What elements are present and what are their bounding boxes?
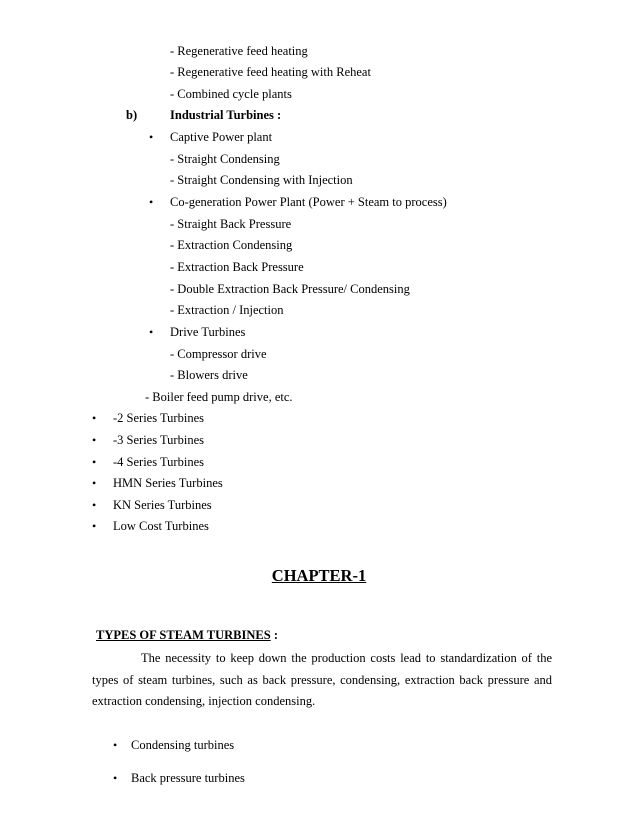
list-item: - Blowers drive xyxy=(170,368,248,382)
list-item: - Extraction Back Pressure xyxy=(170,260,304,274)
section-heading-text: TYPES OF STEAM TURBINES xyxy=(96,628,271,642)
list-item: - Extraction / Injection xyxy=(170,303,284,317)
list-item: - Boiler feed pump drive, etc. xyxy=(145,390,293,404)
chapter-title: CHAPTER-1 xyxy=(271,566,367,585)
bullet-icon: • xyxy=(113,738,118,752)
list-item: -4 Series Turbines xyxy=(113,455,204,469)
bullet-icon: • xyxy=(113,771,118,785)
bullet-icon: • xyxy=(149,195,154,209)
body-paragraph xyxy=(92,648,552,713)
list-item: - Straight Back Pressure xyxy=(170,217,292,231)
list-item: -2 Series Turbines xyxy=(113,411,204,425)
list-item: - Combined cycle plants xyxy=(170,87,292,101)
list-item: - Regenerative feed heating with Reheat xyxy=(170,65,371,79)
group-title: Co-generation Power Plant (Power + Steam to process) xyxy=(170,195,447,209)
body-paragraph-text: The necessity to keep down the production costs lead to standardization of the types of steam turbines, such as back pressure, condensing, extraction back pressure and extraction condensing, injection condensing. xyxy=(92,651,552,708)
list-item: - Straight Condensing xyxy=(170,152,280,166)
list-item: KN Series Turbines xyxy=(113,498,212,512)
section-marker: b) xyxy=(126,108,138,122)
bullet-icon: • xyxy=(92,519,97,533)
section-heading-suffix: : xyxy=(270,628,278,642)
bullet-icon: • xyxy=(149,325,154,339)
bullet-icon: • xyxy=(92,411,97,425)
list-item: - Regenerative feed heating xyxy=(170,44,308,58)
list-item: - Double Extraction Back Pressure/ Condensing xyxy=(170,282,410,296)
list-item: -3 Series Turbines xyxy=(113,433,204,447)
group-title: Drive Turbines xyxy=(170,325,246,339)
bullet-icon: • xyxy=(92,433,97,447)
list-item: - Extraction Condensing xyxy=(170,238,293,252)
list-item: Low Cost Turbines xyxy=(113,519,209,533)
bullet-icon: • xyxy=(149,130,154,144)
list-item: HMN Series Turbines xyxy=(113,476,223,490)
list-item: - Compressor drive xyxy=(170,347,267,361)
list-item: Condensing turbines xyxy=(131,738,235,752)
group-title: Captive Power plant xyxy=(170,130,273,144)
section-heading: Industrial Turbines : xyxy=(170,108,282,122)
list-item: Back pressure turbines xyxy=(131,771,245,785)
section-heading xyxy=(96,627,278,643)
bullet-icon: • xyxy=(92,455,97,469)
bullet-icon: • xyxy=(92,498,97,512)
list-item: - Straight Condensing with Injection xyxy=(170,173,353,187)
bullet-icon: • xyxy=(92,476,97,490)
